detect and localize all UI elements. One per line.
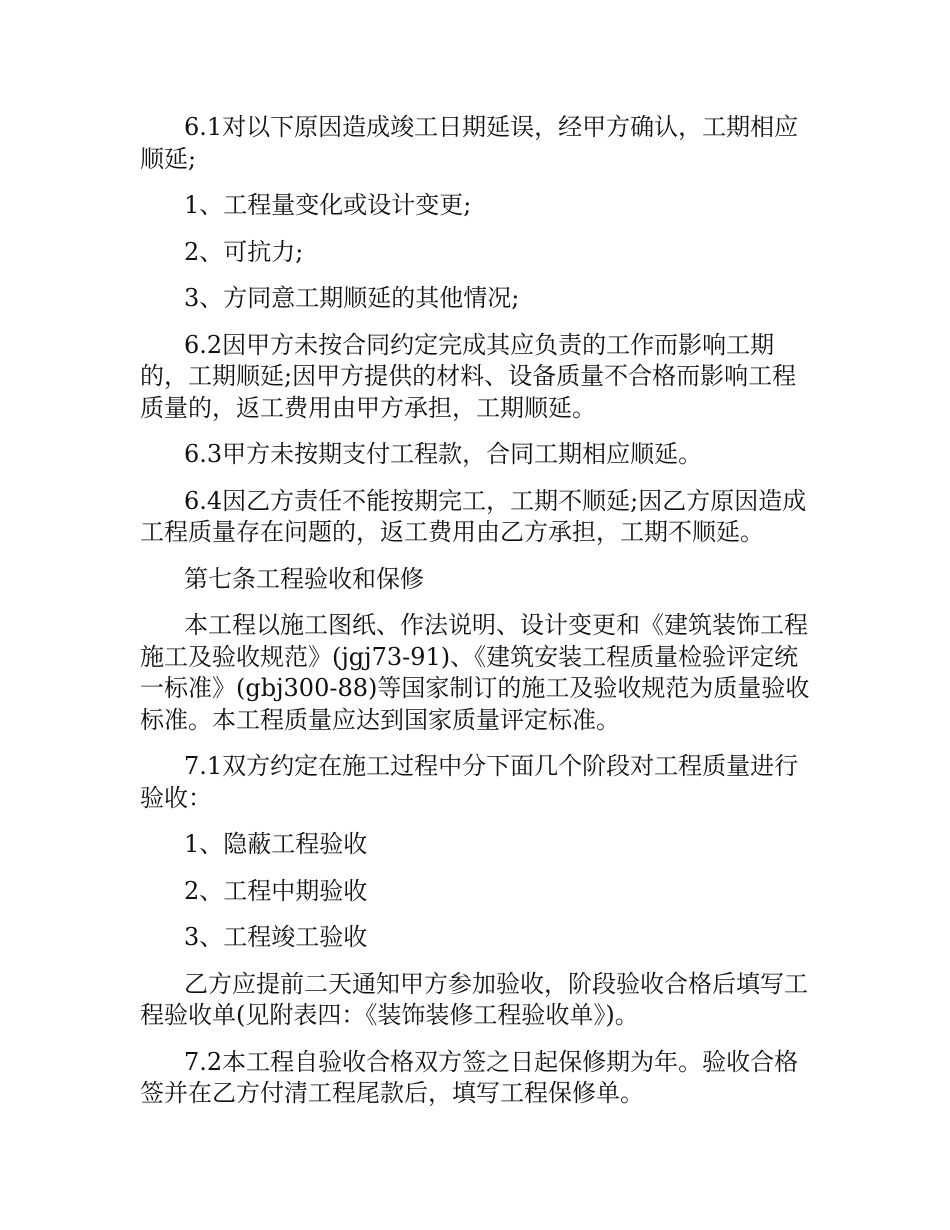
list-item-hidden-works: 1、隐蔽工程验收 [184,830,368,858]
paragraph-7-1: 7.1双方约定在施工过程中分下面几个阶段对工程质量进行验收： [140,752,799,812]
paragraph-7-2: 7.2本工程自验收合格双方签之日起保修期为年。验收合格签并在乙方付清工程尾款后，填写工程保修单。 [140,1047,799,1107]
paragraph-6-1: 6.1对以下原因造成竣工日期延误，经甲方确认，工期相应顺延; [140,113,799,173]
document-page [140,112,812,1125]
paragraph-acceptance-standard: 本工程以施工图纸、作法说明、设计变更和《建筑装饰工程施工及验收规范》(jgj73-91)、《建筑安装工程质量检验评定统一标准》(gbj300-88)等国家制订的施工及验收规范为质量验收标准。本工程质量应达到国家质量评定标准。 [140,611,810,734]
list-item-3: 3、方同意工期顺延的其他情况; [184,284,520,312]
paragraph-notice: 乙方应提前二天通知甲方参加验收，阶段验收合格后填写工程验收单(见附表四：《装饰装修工程验收单》)。 [140,969,808,1029]
list-item-completion: 3、工程竣工验收 [184,923,368,951]
section-heading-article-7: 第七条工程验收和保修 [184,564,424,593]
paragraph-6-4: 6.4因乙方责任不能按期完工，工期不顺延;因乙方原因造成工程质量存在问题的，返工费用由乙方承担，工期不顺延。 [140,486,807,546]
paragraph-6-3: 6.3甲方未按期支付工程款，合同工期相应顺延。 [184,440,703,468]
list-item-2: 2、可抗力; [184,237,304,266]
list-item-midterm: 2、工程中期验收 [184,876,368,905]
paragraph-6-2: 6.2因甲方未按合同约定完成其应负责的工作而影响工期的，工期顺延;因甲方提供的材料、设备质量不合格而影响工程质量的，返工费用由甲方承担，工期顺延。 [140,330,797,422]
list-item-1: 1、工程量变化或设计变更; [184,191,472,219]
